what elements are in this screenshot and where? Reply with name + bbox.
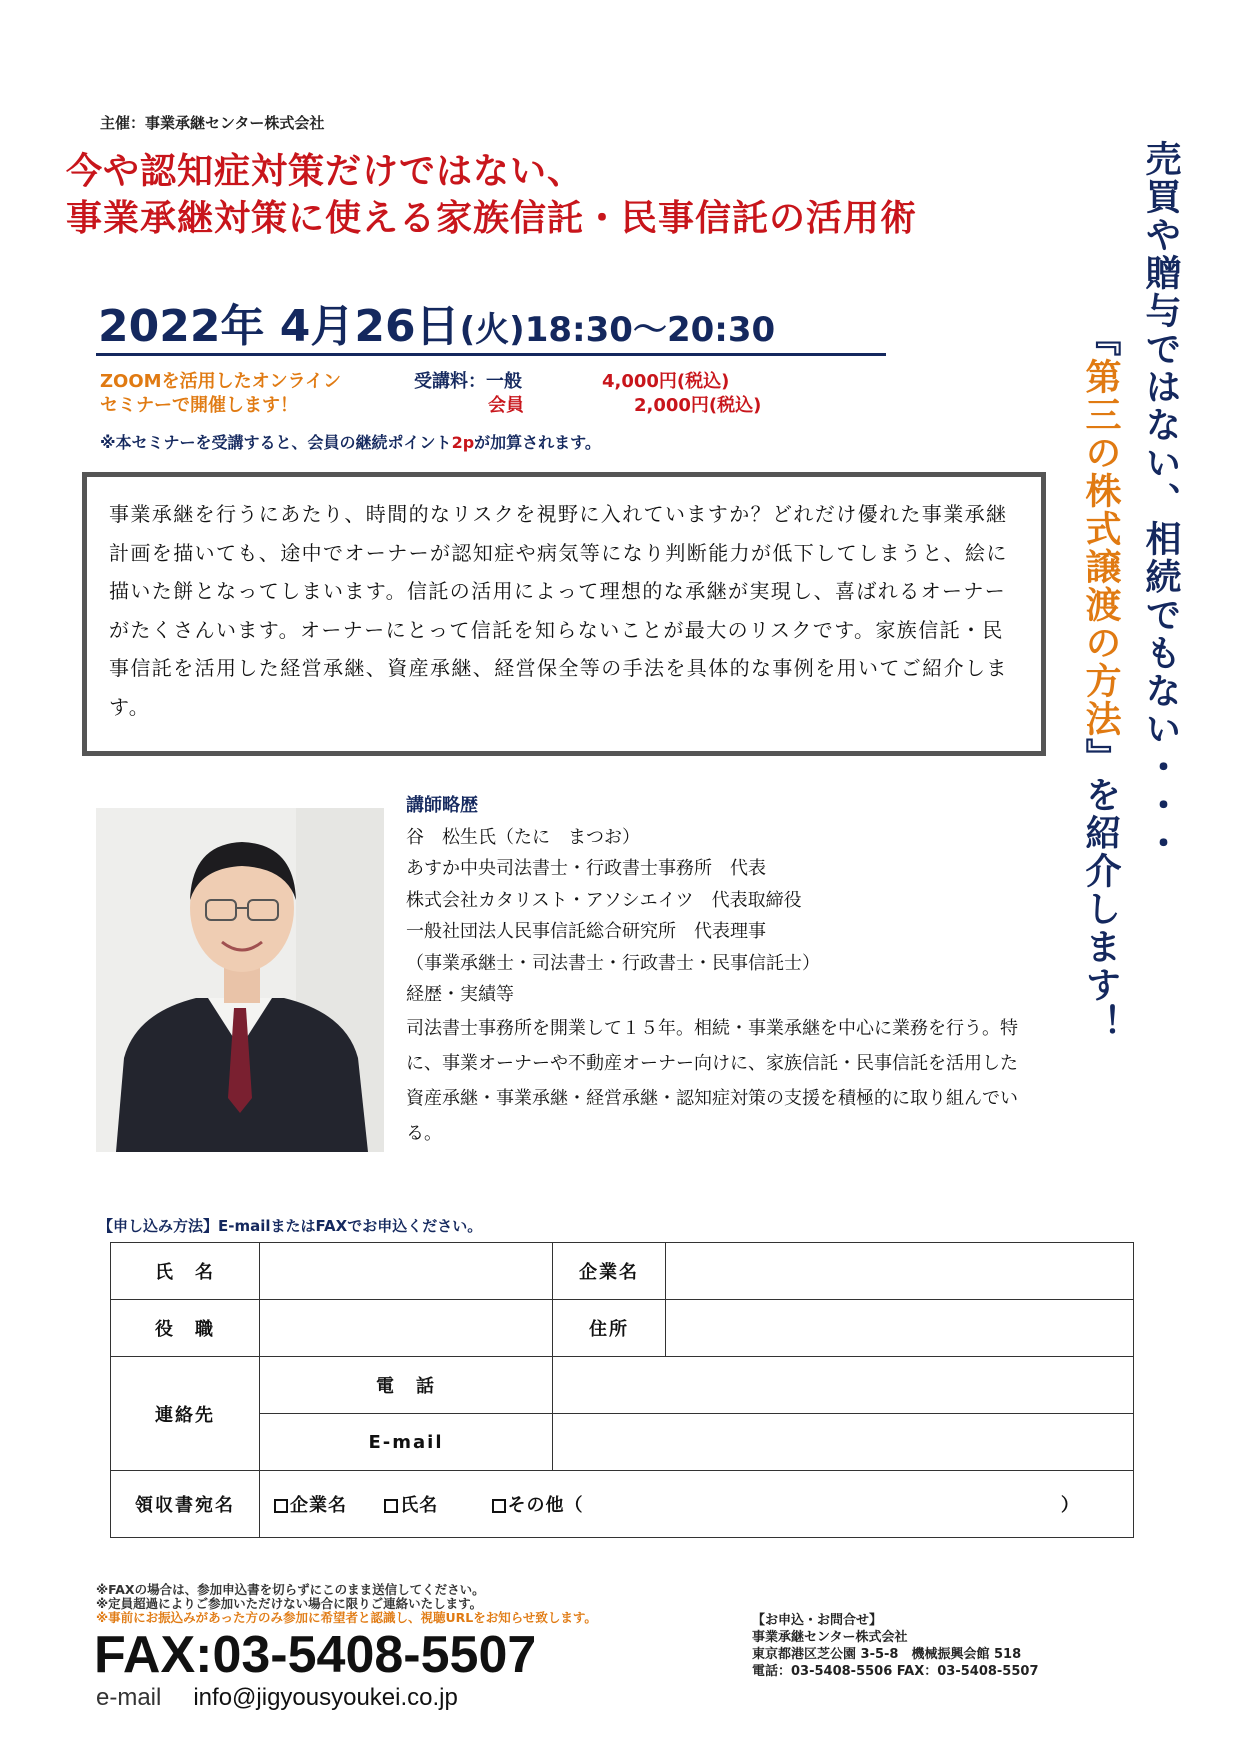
points-value: 2p bbox=[451, 433, 475, 452]
title-line-2: 事業承継対策に使える家族信託・民事信託の活用術 bbox=[66, 198, 918, 239]
vertical-catchphrase-1: 売買や贈与ではない、相続でもない・・・ bbox=[1140, 140, 1181, 862]
receipt-option-other[interactable] bbox=[492, 1495, 584, 1516]
event-time: 18:30〜20:30 bbox=[524, 310, 776, 350]
speaker-qualifications: （事業承継士・司法書士・行政書士・民事信託士） bbox=[406, 952, 820, 974]
receipt-option-name-label: 氏名 bbox=[400, 1495, 439, 1516]
organizer-label: 主催：事業承継センター株式会社 bbox=[100, 114, 325, 132]
vertical-open-bracket: 『 bbox=[1080, 320, 1121, 358]
contact-heading: 【お申込・お問合せ】 bbox=[752, 1613, 883, 1628]
speaker-role-1: あすか中央司法書士・行政書士事務所 代表 bbox=[406, 858, 766, 879]
name-field[interactable] bbox=[260, 1243, 553, 1300]
fee-info bbox=[414, 370, 761, 418]
company-label: 企業名 bbox=[553, 1243, 666, 1300]
email-field[interactable] bbox=[553, 1414, 1134, 1471]
vertical-emphasis: 第三の株式譲渡の方法 bbox=[1080, 358, 1121, 738]
email-address[interactable]: info@jigyousyoukei.co.jp bbox=[193, 1684, 458, 1711]
receipt-option-company[interactable] bbox=[274, 1495, 347, 1516]
contact-address: 東京都港区芝公園 3-5-8 機械振興会館 518 bbox=[752, 1647, 1022, 1662]
speaker-name: 谷 松生氏（たに まつお） bbox=[406, 826, 640, 848]
date-underline bbox=[96, 353, 886, 356]
note-2: ※定員超過によりご参加いただけない場合に限りご連絡いたします。 bbox=[96, 1596, 483, 1611]
online-line-1: ZOOMを活用したオンライン bbox=[100, 371, 342, 392]
name-label: 氏 名 bbox=[111, 1243, 260, 1300]
phone-label: 電 話 bbox=[260, 1357, 553, 1414]
points-note bbox=[100, 430, 601, 453]
form-notes bbox=[96, 1583, 597, 1625]
receipt-option-name[interactable] bbox=[384, 1495, 438, 1516]
phone-field[interactable] bbox=[553, 1357, 1134, 1414]
note-3: ※事前にお振込みがあった方のみ参加に希望者と認識し、視聴URLをお知らせ致します。 bbox=[96, 1610, 597, 1625]
receipt-option-company-label: 企業名 bbox=[290, 1495, 347, 1516]
receipt-label: 領収書宛名 bbox=[111, 1471, 260, 1538]
speaker-role-3: 一般社団法人民事信託総合研究所 代表理事 bbox=[406, 921, 766, 942]
checkbox-other-icon[interactable] bbox=[492, 1499, 506, 1513]
email-label-text: e-mail bbox=[96, 1684, 162, 1711]
fee-member-label: 会員 bbox=[488, 395, 524, 416]
contact-info bbox=[752, 1612, 1039, 1680]
intro-text: 事業承継を行うにあたり、時間的なリスクを視野に入れていますか？どれだけ優れた事業承継計画を描いても、途中でオーナーが認知症や病気等になり判断能力が低下してしまうと、絵に描いた餅となってしまいます。信託の活用によって理想的な承継が実現し、喜ばれるオーナーがたくさんいます。オーナーにとって信託を知らないことが最大のリスクです。家族信託・民事信託を活用した経営承継、資産承継、経営保全等の手法を具体的な事例を用いてご紹介します。 bbox=[109, 502, 1008, 719]
online-line-2: セミナーで開催します！ bbox=[100, 395, 298, 416]
address-label: 住所 bbox=[553, 1300, 666, 1357]
contact-label: 連絡先 bbox=[111, 1357, 260, 1471]
company-field[interactable] bbox=[666, 1243, 1134, 1300]
position-field[interactable] bbox=[260, 1300, 553, 1357]
fee-general-amount: 4,000円(税込) bbox=[602, 371, 730, 392]
checkbox-company-icon[interactable] bbox=[274, 1499, 288, 1513]
email-label: E-mail bbox=[260, 1414, 553, 1471]
speaker-bio bbox=[406, 790, 1026, 1151]
speaker-role-2: 株式会社カタリスト・アソシエイツ 代表取締役 bbox=[406, 889, 802, 911]
position-label: 役 職 bbox=[111, 1300, 260, 1357]
event-monthday: 4月26日 bbox=[264, 301, 460, 352]
speaker-photo bbox=[96, 808, 384, 1152]
apply-method: 【申し込み方法】E-mailまたはFAXでお申込ください。 bbox=[98, 1217, 483, 1235]
fee-label: 受講料：一般 bbox=[414, 371, 522, 392]
application-form bbox=[110, 1242, 1134, 1538]
fee-member-amount: 2,000円(税込) bbox=[634, 395, 762, 416]
email-contact bbox=[96, 1684, 458, 1712]
career-text: 司法書士事務所を開業して１５年。相続・事業承継を中心に業務を行う。特に、事業オーナーや不動産オーナー向けに、家族信託・民事信託を活用した資産承継・事業承継・経営承継・認知症対策の支援を積極的に取り組んでいる。 bbox=[406, 1017, 1018, 1144]
points-note-before: ※本セミナーを受講すると、会員の継続ポイント bbox=[100, 433, 452, 452]
seminar-title bbox=[66, 148, 917, 242]
vertical-close: 』を紹介します！ bbox=[1080, 738, 1121, 1042]
receipt-option-other-label: その他（ bbox=[507, 1495, 584, 1516]
fax-number: FAX:03-5408-5507 bbox=[94, 1626, 537, 1684]
receipt-options bbox=[260, 1471, 1134, 1538]
intro-box bbox=[82, 472, 1046, 756]
checkbox-name-icon[interactable] bbox=[384, 1499, 398, 1513]
contact-company: 事業承継センター株式会社 bbox=[752, 1630, 908, 1645]
career-heading: 経歴・実績等 bbox=[406, 984, 514, 1005]
title-line-1: 今や認知症対策だけではない、 bbox=[66, 151, 585, 192]
event-date bbox=[98, 290, 775, 354]
bio-heading: 講師略歴 bbox=[406, 795, 478, 816]
event-year: 2022年 bbox=[98, 301, 265, 352]
address-field[interactable] bbox=[666, 1300, 1134, 1357]
points-note-after: が加算されます。 bbox=[474, 433, 601, 452]
event-weekday: (火) bbox=[459, 310, 525, 350]
contact-tel: 電話：03-5408-5506 FAX：03-5408-5507 bbox=[752, 1664, 1039, 1679]
note-1: ※FAXの場合は、参加申込書を切らずにこのまま送信してください。 bbox=[96, 1582, 485, 1597]
vertical-catchphrase-2 bbox=[1076, 320, 1124, 1042]
receipt-option-close: ） bbox=[1060, 1495, 1080, 1516]
online-notice bbox=[100, 370, 341, 418]
